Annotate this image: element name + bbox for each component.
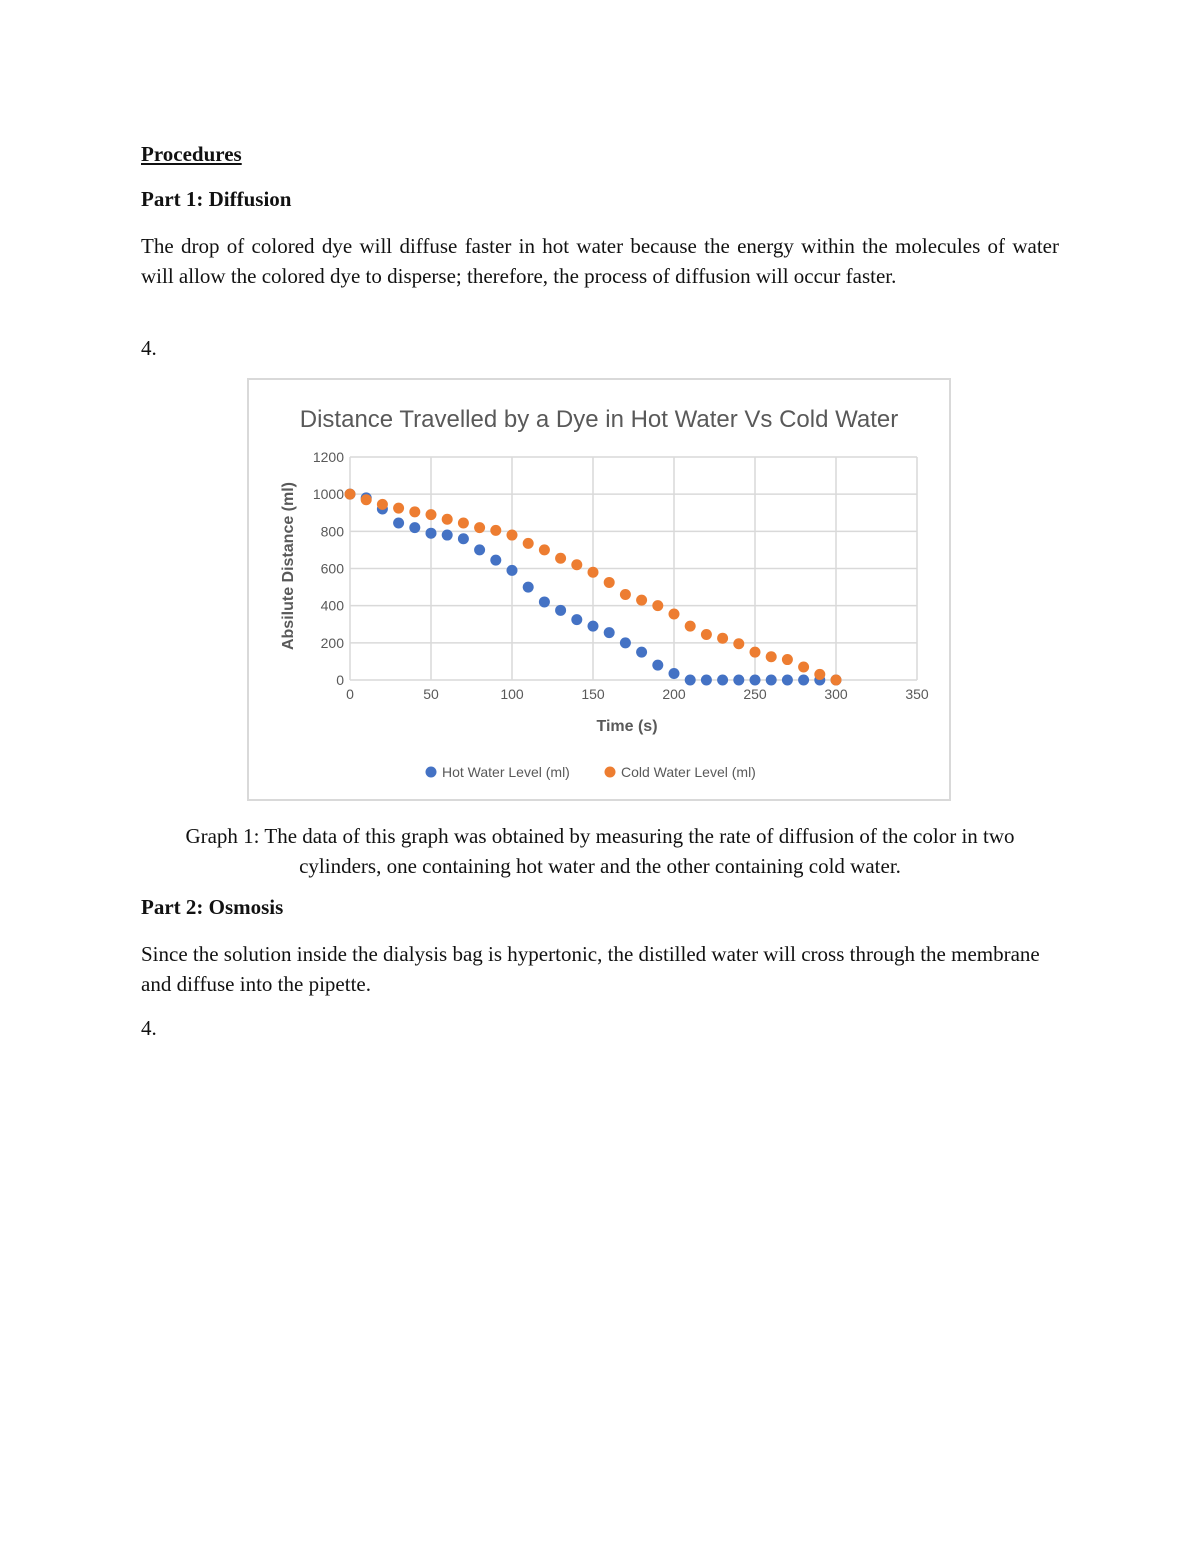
legend-marker [605,767,616,778]
procedures-heading: Procedures [141,142,242,166]
data-point [523,582,534,593]
data-point [474,544,485,555]
data-point [490,555,501,566]
data-point [409,522,420,533]
data-point [814,669,825,680]
data-point [442,514,453,525]
data-point [555,605,566,616]
x-tick-label: 150 [581,686,605,702]
data-point [442,530,453,541]
y-axis-label: Absilute Distance (ml) [280,481,297,651]
y-tick-label: 0 [336,672,344,688]
data-point [652,600,663,611]
data-point [717,675,728,686]
data-point [798,675,809,686]
data-point [588,567,599,578]
data-point [652,660,663,671]
data-point [766,651,777,662]
x-tick-label: 0 [346,686,354,702]
x-axis-label: Time (s) [596,718,658,735]
chart-legend [426,764,756,780]
scatter-chart [247,378,951,801]
data-point [458,517,469,528]
legend-label: Hot Water Level (ml) [442,764,570,780]
x-tick-label: 350 [905,686,929,702]
data-point [620,589,631,600]
part1-heading: Part 1: Diffusion [141,187,292,211]
data-point [571,559,582,570]
data-point [782,675,793,686]
data-point [604,577,615,588]
x-tick-label: 50 [423,686,439,702]
data-point [701,675,712,686]
part1-paragraph: The drop of colored dye will diffuse faster in hot water because the energy within the molecules of water will allow the colored dye to disperse; therefore, the process of diffusion will occur faster. [141,234,1059,288]
y-tick-label: 400 [320,597,344,614]
part2-heading: Part 2: Osmosis [141,895,284,919]
data-point [474,522,485,533]
graph-caption: Graph 1: The data of this graph was obtained by measuring the rate of diffusion of the color in two cylinders, one containing hot water and the other containing cold water. [185,824,1015,878]
data-point [669,668,680,679]
data-point [733,675,744,686]
data-point [604,627,615,638]
x-tick-label: 250 [743,686,767,702]
data-point [685,621,696,632]
data-point [409,506,420,517]
data-point [701,629,712,640]
data-point [831,675,842,686]
y-tick-label: 1200 [312,449,344,465]
data-point [750,675,761,686]
y-tick-label: 200 [320,634,344,651]
data-point [555,553,566,564]
part1-item-number: 4. [141,336,157,360]
data-point [393,517,404,528]
data-point [393,503,404,514]
y-tick-label: 1000 [312,486,344,503]
part2-paragraph: Since the solution inside the dialysis bag is hypertonic, the distilled water will cross through the membrane and diffuse into the pipette. [141,942,1040,996]
data-point [361,494,372,505]
data-point [733,638,744,649]
data-point [426,509,437,520]
data-point [750,647,761,658]
chart-title: Distance Travelled by a Dye in Hot Water Vs Cold Water [299,406,899,433]
x-tick-label: 300 [824,686,848,702]
data-point [507,565,518,576]
data-point [523,538,534,549]
data-point [798,661,809,672]
legend-marker [426,767,437,778]
data-point [539,596,550,607]
data-point [782,654,793,665]
data-point [636,647,647,658]
part2-item-number: 4. [141,1016,157,1040]
data-point [717,633,728,644]
data-point [620,637,631,648]
data-point [571,614,582,625]
data-point [539,544,550,555]
data-point [685,675,696,686]
data-point [426,528,437,539]
x-tick-label: 100 [500,686,524,702]
data-point [669,609,680,620]
data-point [507,530,518,541]
data-point [458,533,469,544]
data-point [588,621,599,632]
data-point [490,525,501,536]
data-point [345,489,356,500]
legend-label: Cold Water Level (ml) [621,764,756,780]
y-tick-label: 600 [320,560,344,577]
data-point [766,675,777,686]
y-tick-label: 800 [320,523,344,540]
x-tick-label: 200 [662,686,686,702]
data-point [377,499,388,510]
chart-svg [249,380,953,803]
data-point [636,595,647,606]
